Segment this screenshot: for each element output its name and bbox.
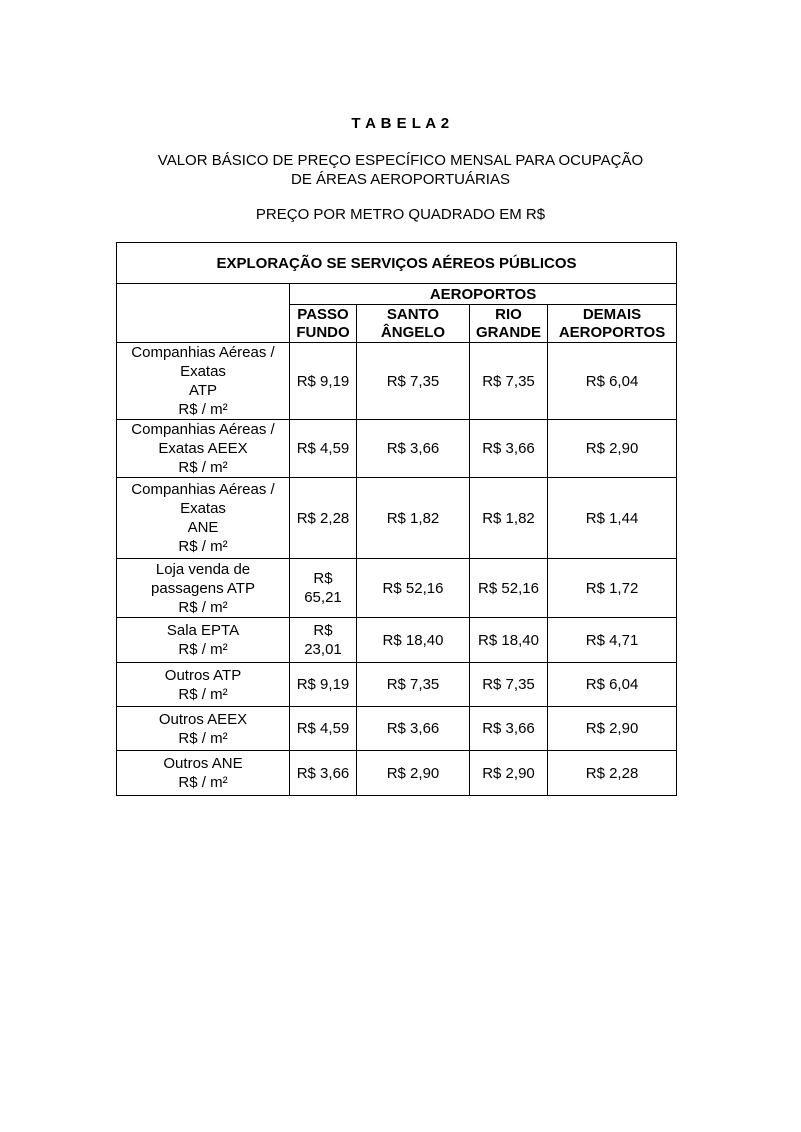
column-header-line: ÂNGELO xyxy=(380,323,446,341)
row-label-line: Companhias Aéreas / xyxy=(131,481,275,498)
price-cell: R$ 18,40 xyxy=(470,618,548,663)
price-cell: R$ 1,82 xyxy=(357,478,470,559)
row-label xyxy=(117,559,290,618)
group-header-aeroportos: AEROPORTOS xyxy=(290,284,677,305)
row-label-line: ATP xyxy=(188,382,218,399)
price-cell: R$ 3,66 xyxy=(470,420,548,478)
row-label-line: Outros ANE xyxy=(163,755,243,772)
price-cell: R$ 6,04 xyxy=(548,663,677,707)
table-row xyxy=(117,343,677,420)
price-cell: R$ 2,90 xyxy=(357,751,470,796)
price-cell: R$ 4,59 xyxy=(290,420,357,478)
column-header-line: GRANDE xyxy=(475,323,541,341)
table-row xyxy=(117,559,677,618)
price-cell: R$ 65,21 xyxy=(290,559,357,618)
price-cell: R$ 4,59 xyxy=(290,707,357,751)
row-label-line: passagens ATP xyxy=(151,579,255,597)
price-cell: R$ 52,16 xyxy=(470,559,548,618)
price-cell: R$ 23,01 xyxy=(290,618,357,663)
row-label-line: ANE xyxy=(187,519,219,536)
row-label-line: Exatas xyxy=(180,363,226,380)
row-label-line: R$ / m² xyxy=(178,459,228,476)
row-label xyxy=(117,663,290,707)
column-header-line: FUNDO xyxy=(296,323,350,341)
price-cell: R$ 6,04 xyxy=(548,343,677,420)
row-label-line: Companhias Aéreas / xyxy=(131,421,275,438)
price-cell: R$ 3,66 xyxy=(290,751,357,796)
subtitle-line-2: DE ÁREAS AEROPORTUÁRIAS xyxy=(291,171,510,188)
price-cell: R$ 9,19 xyxy=(290,343,357,420)
price-cell: R$ 7,35 xyxy=(470,343,548,420)
price-cell: R$ 18,40 xyxy=(357,618,470,663)
table-row xyxy=(117,420,677,478)
price-cell: R$ 3,66 xyxy=(357,420,470,478)
row-label xyxy=(117,707,290,751)
price-cell: R$ 9,19 xyxy=(290,663,357,707)
row-label-line: Exatas xyxy=(180,500,226,517)
row-label-line: Exatas AEEX xyxy=(158,440,248,457)
row-label xyxy=(117,420,290,478)
price-cell: R$ 2,28 xyxy=(548,751,677,796)
row-label-line: Companhias Aéreas / xyxy=(131,344,275,361)
column-header-passo-fundo xyxy=(290,305,357,343)
row-label-line: R$ / m² xyxy=(178,538,228,555)
price-cell: R$ 1,72 xyxy=(548,559,677,618)
column-header-line: DEMAIS xyxy=(582,305,642,323)
row-label-line: Outros AEEX xyxy=(158,710,248,728)
row-label xyxy=(117,343,290,420)
table-row xyxy=(117,751,677,796)
price-cell: R$ 2,90 xyxy=(548,420,677,478)
price-cell: R$ 2,90 xyxy=(470,751,548,796)
price-cell: R$ 7,35 xyxy=(357,663,470,707)
price-cell: R$ 7,35 xyxy=(470,663,548,707)
row-label-line: R$ / m² xyxy=(178,774,228,791)
table-heading: T A B E L A 2 xyxy=(351,115,450,132)
price-cell: R$ 4,71 xyxy=(548,618,677,663)
empty-corner-cell xyxy=(117,284,290,343)
row-label-line: R$ / m² xyxy=(178,401,228,418)
price-cell: R$ 7,35 xyxy=(357,343,470,420)
price-cell: R$ 3,66 xyxy=(470,707,548,751)
column-header-santo-angelo xyxy=(357,305,470,343)
column-header-rio-grande xyxy=(470,305,548,343)
row-label-line: Loja venda de xyxy=(155,560,251,578)
table-row xyxy=(117,707,677,751)
price-cell: R$ 3,66 xyxy=(357,707,470,751)
price-cell: R$ 1,44 xyxy=(548,478,677,559)
unit-line: PREÇO POR METRO QUADRADO EM R$ xyxy=(255,206,546,223)
column-header-line: SANTO xyxy=(386,305,440,323)
row-label-line: R$ / m² xyxy=(178,598,228,616)
table-row xyxy=(117,618,677,663)
row-label-line: R$ / m² xyxy=(178,641,228,658)
table-row xyxy=(117,478,677,559)
price-cell: R$ 52,16 xyxy=(357,559,470,618)
row-label-line: Sala EPTA xyxy=(166,622,240,639)
table-row xyxy=(117,663,677,707)
price-cell: R$ 2,28 xyxy=(290,478,357,559)
column-header-line: PASSO xyxy=(297,305,349,323)
row-label-line: Outros ATP xyxy=(164,666,242,684)
column-header-line: RIO xyxy=(495,305,522,323)
price-cell: R$ 2,90 xyxy=(548,707,677,751)
price-table xyxy=(116,242,677,796)
row-label xyxy=(117,751,290,796)
row-label xyxy=(117,618,290,663)
row-label xyxy=(117,478,290,559)
section-title: EXPLORAÇÃO SE SERVIÇOS AÉREOS PÚBLICOS xyxy=(117,243,677,284)
column-header-demais-aeroportos xyxy=(548,305,677,343)
subtitle-line-1: VALOR BÁSICO DE PREÇO ESPECÍFICO MENSAL PARA OCUPAÇÃO xyxy=(157,152,644,169)
price-cell: R$ 1,82 xyxy=(470,478,548,559)
column-header-line: AEROPORTOS xyxy=(558,323,666,341)
row-label-line: R$ / m² xyxy=(178,729,228,747)
row-label-line: R$ / m² xyxy=(178,685,228,703)
